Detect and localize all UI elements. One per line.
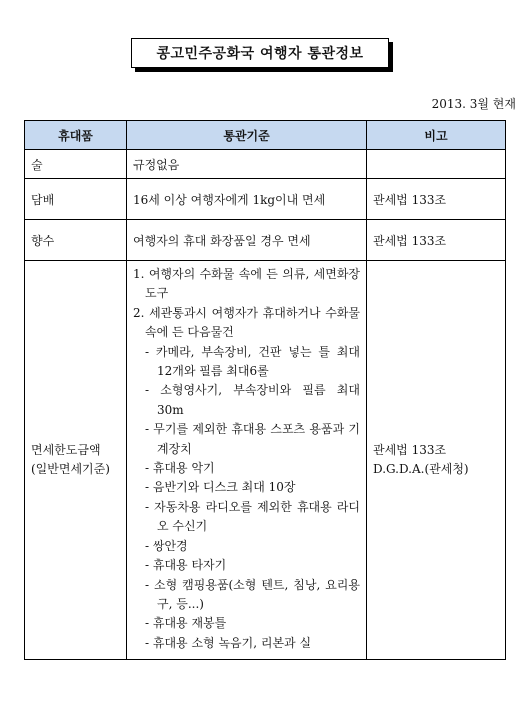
date-label: 2013. 3월 현재 xyxy=(431,97,516,111)
exempt-note-line1: 관세법 133조 xyxy=(373,443,447,458)
cell-item-exempt xyxy=(25,261,127,660)
sub-list-item: - 소형영사기, 부속장비와 필름 최대 30m xyxy=(145,383,360,417)
sub-list-item: - 음반기와 디스크 최대 10장 xyxy=(145,480,296,495)
cell-item: 담배 xyxy=(25,179,127,220)
cell-note: 관세법 133조 xyxy=(367,179,506,220)
table-row xyxy=(25,150,506,179)
cell-note-exempt xyxy=(367,261,506,660)
list-item: 1. 여행자의 수화물 속에 든 의류, 세면화장도구 xyxy=(133,267,360,301)
sub-list-item: - 휴대용 타자기 xyxy=(145,558,227,573)
cell-note: 관세법 133조 xyxy=(367,220,506,261)
customs-table xyxy=(24,120,506,660)
header-note: 비고 xyxy=(367,121,506,150)
cell-standard: 여행자의 휴대 화장품일 경우 면세 xyxy=(127,220,367,261)
sub-list-item: - 휴대용 소형 녹음기, 리본과 실 xyxy=(145,635,312,650)
exempt-item-line1: 면세한도금액 xyxy=(31,443,101,458)
cell-item: 향수 xyxy=(25,220,127,261)
sub-list-item: - 소형 캠핑용품(소형 텐트, 침낭, 요리용구, 등...) xyxy=(145,577,360,611)
header-row xyxy=(25,121,506,150)
table-row-exempt xyxy=(25,261,506,660)
sub-list-item: - 쌍안경 xyxy=(145,538,188,553)
table-row xyxy=(25,220,506,261)
sub-list-item: - 카메라, 부속장비, 건판 넣는 틀 최대 12개와 필름 최대6롤 xyxy=(145,344,360,379)
header-item: 휴대품 xyxy=(25,121,127,150)
cell-standard: 16세 이상 여행자에게 1kg이내 면세 xyxy=(127,179,367,220)
cell-note xyxy=(367,150,506,179)
header-standard: 통관기준 xyxy=(127,121,367,150)
sub-list-item: - 무기를 제외한 휴대용 스포츠 용품과 기계장치 xyxy=(145,422,360,456)
sub-list-item: - 휴대용 재봉틀 xyxy=(145,616,227,631)
title-frame xyxy=(131,38,389,68)
cell-standard: 규정없음 xyxy=(127,150,367,179)
exempt-item-line2: (일반면세기준) xyxy=(31,462,110,477)
page-title: 콩고민주공화국 여행자 통관정보 xyxy=(131,38,389,68)
cell-item: 술 xyxy=(25,150,127,179)
table-row xyxy=(25,179,506,220)
exempt-note-line2: D.G.D.A.(관세청) xyxy=(373,462,469,477)
sub-list-item: - 자동차용 라디오를 제외한 휴대용 라디오 수신기 xyxy=(145,499,360,534)
exempt-list xyxy=(127,261,367,660)
list-item: 2. 세관통과시 여행자가 휴대하거나 수화물 속에 든 다음물건 xyxy=(133,305,360,340)
sub-list-item: - 휴대용 악기 xyxy=(145,461,215,476)
